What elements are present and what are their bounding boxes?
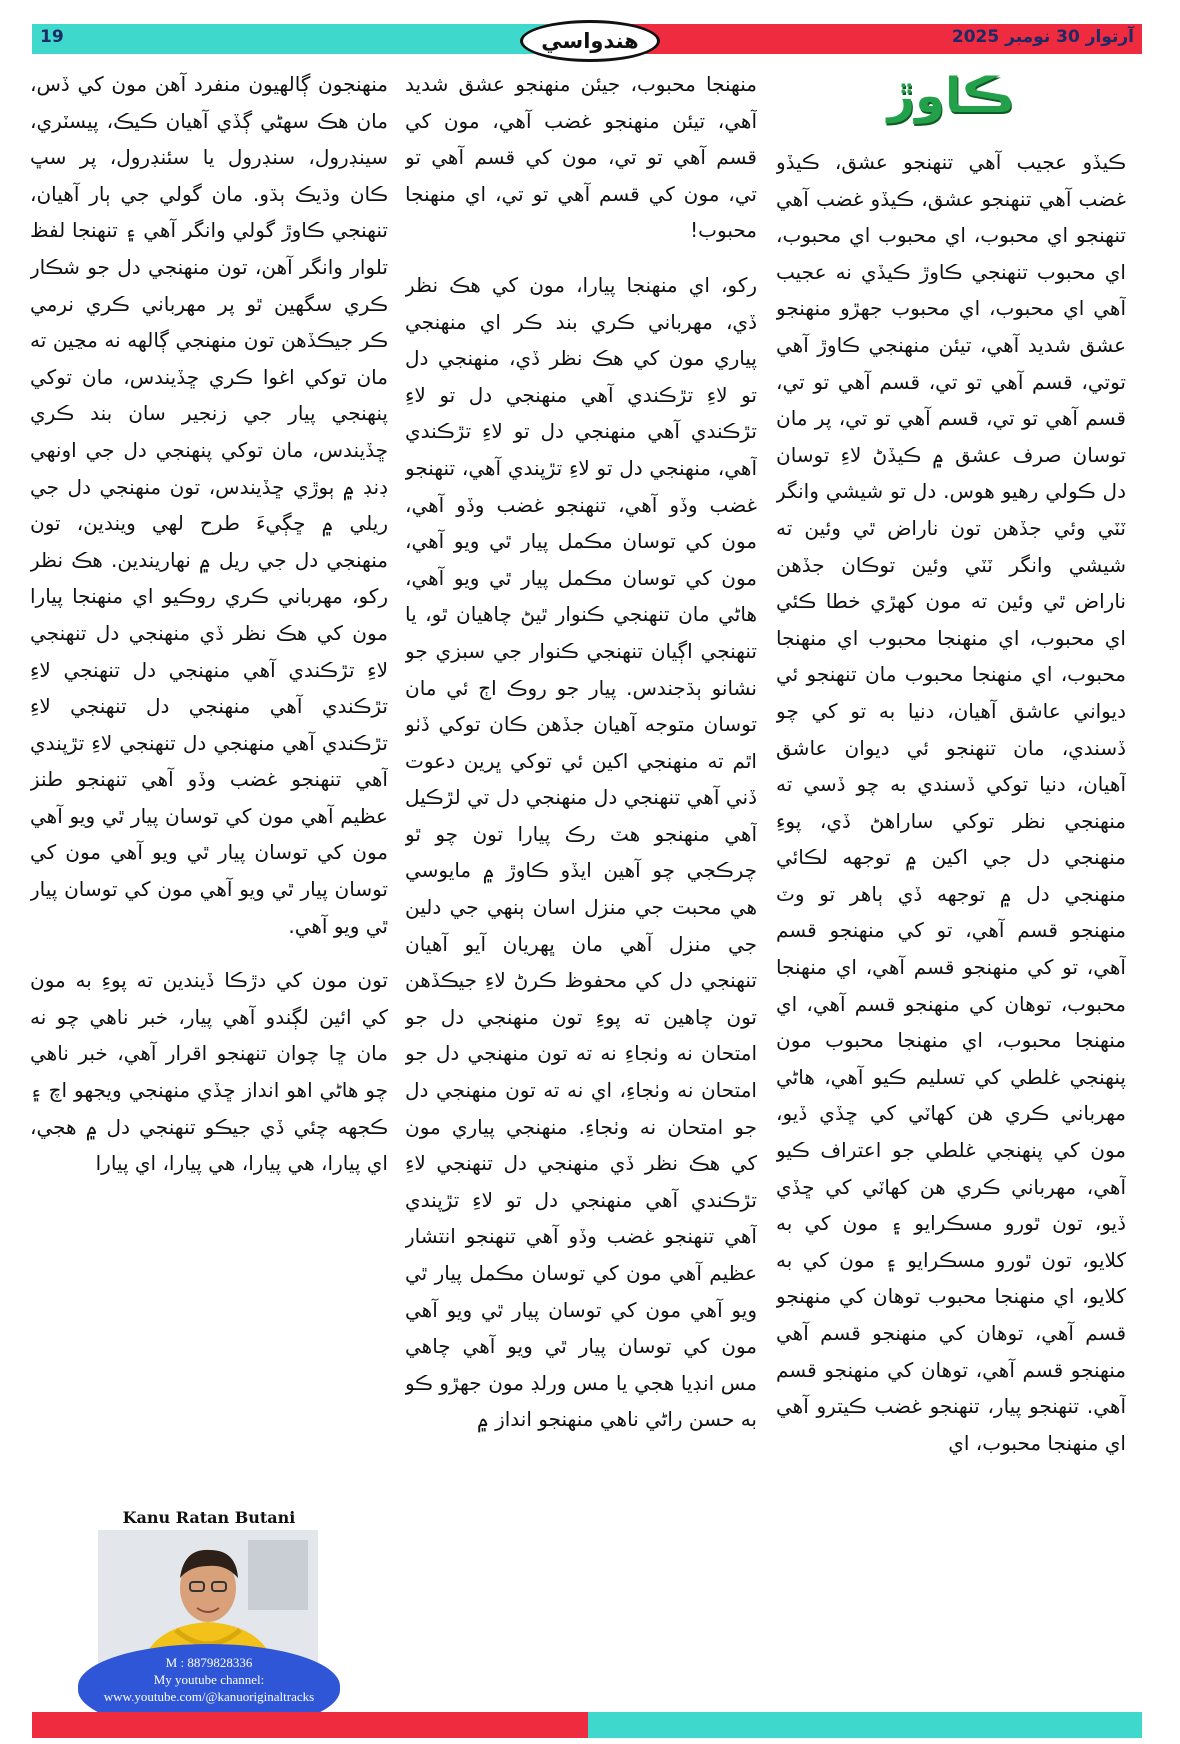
article-paragraph: ڪيڏو عجيب آهي تنهنجو عشق، ڪيڏو غضب آهي تنهنجو عشق، ڪيڏو غضب آهي تنهنجو اي محبوب، اي محبوب اي محبوب، اي محبوب تنهنجي ڪاوڙ ڪيڏي نه عجيب آهي اي محبوب، اي محبوب جهڙو منهنجو عشق شديد آهي، تيئن منهنجي ڪاوڙ آهي توتي، قسم آهي تو تي، قسم آهي تو تي، قسم آهي تو تي، قسم آهي تو تي، پر مان توسان صرف عشق ۾ ڪيڏڻ لاءِ توسان دل ڪولي رهيو هوس. دل تو شيشي وانگر ٽٽي وئي جڏهن تون ناراض ٿي وئين ته شيشي وانگر ٽٽي وئين توڪان جڏهن ناراض ٿي وئين ته مون کهڙي خطا ڪئي اي محبوب، اي منهنجا محبوب اي منهنجا محبوب، اي منهنجا محبوب مان تنهنجو ئي ديواني عاشق آهيان، دنيا به تو کي چو ڏسندي، مان تنهنجو ئي ديوان عاشق آهيان، دنيا توکي ڏسندي به چو ڏسي ته منهنجي نظر توکي ساراهڻ ڏي، پوءِ منهنجي دل جي اکين ۾ توجهه لڪائي منهنجي دل ۾ توجهه ڏي ٻاهر تو وٽ منهنجو قسم آهي، تو کي منهنجو قسم آهي، تو کي منهنجو قسم آهي، اي منهنجا محبوب، توهان کي منهنجو قسم آهي، اي منهنجا محبوب، اي منهنجا محبوب مون پنهنجي غلطي کي تسليم ڪيو آهي، هاڻي مهرباني ڪري هن کهاٽي کي ڇڏي ڏيو، مون کي پنهنجي غلطي جو اعتراف ڪيو آهي، مهرباني ڪري هن کهاٽي کي ڇڏي ڏيو، تون ٿورو مسڪرايو ۽ مون کي به کلايو، تون ٿورو مسڪرايو ۽ مون کي به کلايو، اي منهنجا محبوب توهان کي منهنجو قسم آهي، توهان کي منهنجو قسم آهي منهنجو قسم آهي، توهان کي منهنجو قسم آهي. تنهنجو پيار، تنهنجو غضب ڪيترو آهي اي منهنجا محبوب، اي bbox=[776, 150, 1126, 1455]
masthead-red-band bbox=[602, 24, 1142, 54]
article-paragraph: منهنجا محبوب، جيئن منهنجو عشق شديد آهي، تيئن منهنجو غضب آهي، مون کي قسم آهي تو تي، مون کي قسم آهي تو تي، مون کي قسم آهي تو تي، اي منهنجا محبوب! bbox=[405, 72, 757, 243]
masthead bbox=[32, 24, 1142, 54]
author-name: Kanu Ratan Butani bbox=[122, 1508, 296, 1527]
footer-teal-band bbox=[588, 1712, 1142, 1738]
newspaper-logo: هندواسي bbox=[520, 20, 660, 62]
article-column-1 bbox=[776, 66, 1126, 1566]
youtube-channel-link[interactable]: www.youtube.com/@kanuoriginaltracks bbox=[103, 1689, 315, 1704]
article-paragraph: تون مون کي دڙڪا ڏيندين ته پوءِ به مون کي ائين لڳندو آهي پيار، خبر ناهي چو نه مان ڇا چوان تنهنجو اقرار آهي، خبر ناهي چو هاڻي اهو انداز ڇڏي منهنجي ويجهو اچ ۽ ڪجهه چئي ڏي جيڪو تنهنجي دل ۾ هجي، اي پيارا، هي پيارا، هي پيارا، اي پيارا bbox=[30, 968, 388, 1176]
issue-date: آرتوار 30 نومبر 2025 bbox=[951, 27, 1134, 47]
article-paragraph: منهنجون ڳالهيون منفرد آهن مون کي ڏس، مان هڪ سهڻي ڳڏي آهيان ڪيڪ، پيسٽري، سينڊرول، سنڊرول يا سئنڊرول، پر سڀ ڪان وڌيڪ ٻڌو. مان گولي جي ٻار آهيان، تنهنجي ڪاوڙ گولي وانگر آهي ۽ تنهنجا لفظ تلوار وانگر آهن، تون منهنجي دل جو شڪار ڪري سگهين ٿو پر مهرباني ڪري نرمي ڪر جيڪڏهن تون منهنجي ڳالهه نه مڃين ته مان توکي اغوا ڪري ڇڏيندس، مان توکي پنهنجي پيار جي زنجير سان بند ڪري ڇڏيندس، مان توکي پنهنجي دل جي اونهي ڊنڊ ۾ ٻوڙي ڇڏيندس، تون منهنجي دل جي ريلي ۾ ڇڳيءَ طرح لهي ويندين، تون منهنجي دل جي ريل ۾ نهاريندين. هڪ نظر رکو، مهرباني ڪري روڪيو اي منهنجا پيارا مون کي هڪ نظر ڏي منهنجي دل تنهنجي لاءِ تڙڪندي آهي منهنجي دل تنهنجي لاءِ تڙڪندي آهي منهنجي دل تنهنجي لاءِ تڙڪندي آهي منهنجي دل تنهنجي لاءِ تڙپندي آهي تنهنجو غضب وڏو آهي تنهنجو طنز عظيم آهي مون کي توسان پيار ٿي ويو آهي مون کي توسان پيار ٿي ويو آهي مون کي توسان پيار ٿي ويو آهي مون کي توسان پيار ٿي ويو آهي. bbox=[30, 72, 388, 938]
footer-red-band bbox=[32, 1712, 588, 1738]
article-paragraph: رکو، اي منهنجا پيارا، مون کي هڪ نظر ڏي، مهرباني ڪري بند ڪر اي منهنجي پياري مون کي هڪ نظر ڏي، منهنجي دل تو لاءِ تڙڪندي آهي منهنجي دل تو لاءِ تڙڪندي آهي منهنجي دل تو لاءِ تڙڪندي آهي، منهنجي دل تو لاءِ تڙپندي آهي، تنهنجو غضب وڏو آهي، تنهنجو غضب وڏو آهي، مون کي توسان مڪمل پيار ٿي ويو آهي، مون کي توسان مڪمل پيار ٿي ويو آهي، هاڻي مان تنهنجي ڪنوار ٿيڻ چاهيان ٿو، يا تنهنجي اڳيان تنهنجي ڪنوار جي سبزي جو نشانو ٻڌجندس. پيار جو روڪ اڄ ئي مان توسان متوجه آهيان جڏهن ڪان توکي ڏٺو اٿم ته منهنجي اکين ئي توکي ڀرين دعوت ڏني آهي تنهنجي دل منهنجي دل تي لڙڪيل آهي منهنجو هٽ رڪ پيارا تون چو ٿو چرڪجي چو آهين ايڏو ڪاوڙ ۾ مايوسي هي محبت جي منزل اسان ٻنهي جي دلين جي منزل آهي مان ڀهريان آيو آهيان تنهنجي دل کي محفوظ ڪرڻ لاءِ جيڪڏهن تون چاهين ته پوءِ تون منهنجي دل جو امتحان نه وٺجاءِ نه ته تون منهنجي دل جو امتحان نه وٺجاءِ، اي نه ته تون منهنجي دل جو امتحان نه وٺجاءِ. منهنجي پياري مون کي هڪ نظر ڏي منهنجي دل تنهنجي لاءِ تڙڪندي آهي منهنجي دل تو لاءِ تڙپندي آهي تنهنجو غضب وڏو آهي تنهنجو انتشار عظيم آهي مون کي توسان مڪمل پيار ٿي ويو آهي مون کي توسان پيار ٿي ويو آهي مون کي توسان پيار ٿي ويو آهي چاهي مس انڊيا هجي يا مس ورلڊ مون جهڙو ڪو به حسن راڻي ناهي منهنجو انداز ۾ bbox=[405, 272, 757, 1432]
youtube-channel-label: My youtube channel: bbox=[153, 1672, 265, 1687]
author-phone: M : 8879828336 bbox=[165, 1655, 253, 1670]
article-column-2 bbox=[405, 66, 757, 1566]
masthead-teal-band bbox=[32, 24, 572, 54]
article-title: ڪاوڙ bbox=[887, 68, 1015, 124]
article-column-3 bbox=[30, 66, 388, 1486]
page-number: 19 bbox=[40, 27, 64, 47]
